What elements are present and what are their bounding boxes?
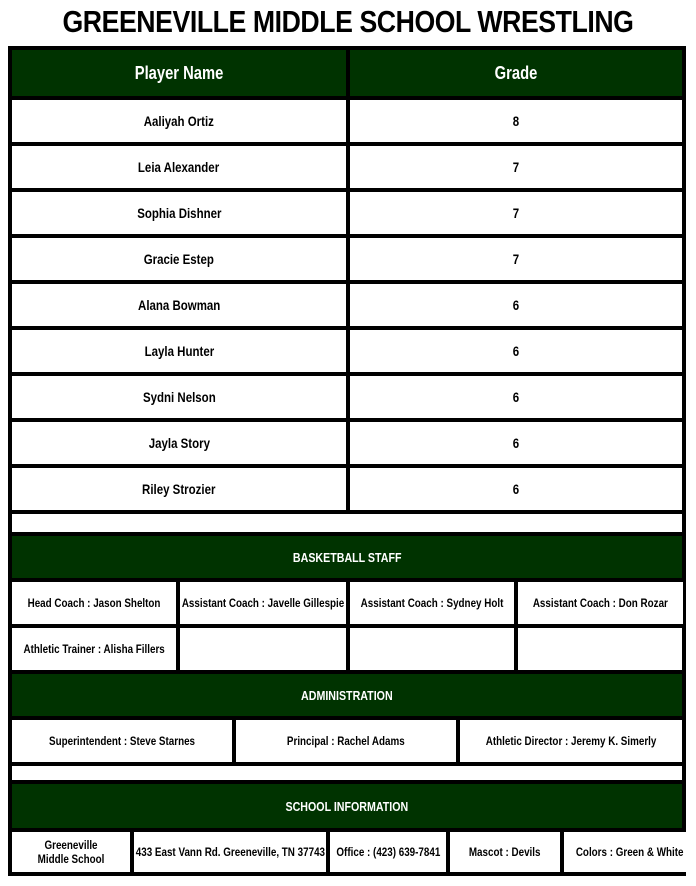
column-header-player-name: Player Name xyxy=(12,50,346,96)
player-name: Jayla Story xyxy=(12,422,346,464)
spacer-row xyxy=(12,514,682,532)
player-row xyxy=(12,238,682,280)
admin-cell: Principal : Rachel Adams xyxy=(236,720,456,762)
player-row xyxy=(12,284,682,326)
player-row xyxy=(12,376,682,418)
player-row xyxy=(12,100,682,142)
column-header-grade: Grade xyxy=(350,50,682,96)
roster-header-row xyxy=(12,50,682,96)
player-grade: 6 xyxy=(350,284,682,326)
player-row xyxy=(12,330,682,372)
page-title: GREENEVILLE MIDDLE SCHOOL WRESTLING xyxy=(62,4,634,39)
section-header-staff: BASKETBALL STAFF xyxy=(12,536,682,578)
phone-cell: Office : (423) 639-7841 xyxy=(330,832,446,872)
administration-row xyxy=(12,720,682,762)
mascot-cell: Mascot : Devils xyxy=(450,832,560,872)
staff-cell: Assistant Coach : Sydney Holt xyxy=(350,582,514,624)
player-grade: 6 xyxy=(350,330,682,372)
player-row xyxy=(12,146,682,188)
empty-cell xyxy=(518,628,682,670)
section-header-school-info: SCHOOL INFORMATION xyxy=(12,784,682,828)
player-grade: 8 xyxy=(350,100,682,142)
player-name: Alana Bowman xyxy=(12,284,346,326)
player-name: Sophia Dishner xyxy=(12,192,346,234)
player-row xyxy=(12,422,682,464)
staff-cell: Athletic Trainer : Alisha Fillers xyxy=(12,628,176,670)
staff-cell: Assistant Coach : Don Rozar xyxy=(518,582,683,624)
player-name: Leia Alexander xyxy=(12,146,346,188)
player-row xyxy=(12,468,682,510)
colors-cell: Colors : Green & White xyxy=(564,832,695,872)
player-name: Aaliyah Ortiz xyxy=(12,100,346,142)
player-grade: 7 xyxy=(350,146,682,188)
section-header-administration: ADMINISTRATION xyxy=(12,674,682,716)
address-cell: 433 East Vann Rd. Greeneville, TN 37743 xyxy=(134,832,326,872)
staff-cell: Head Coach : Jason Shelton xyxy=(12,582,176,624)
empty-cell xyxy=(180,628,346,670)
staff-cell: Assistant Coach : Javelle Gillespie xyxy=(180,582,346,624)
player-grade: 7 xyxy=(350,238,682,280)
admin-cell: Superintendent : Steve Starnes xyxy=(12,720,232,762)
player-grade: 6 xyxy=(350,468,682,510)
staff-row xyxy=(12,628,682,670)
school-info-row xyxy=(12,832,682,872)
spacer-row xyxy=(12,766,682,780)
player-row xyxy=(12,192,682,234)
roster-table xyxy=(8,46,686,876)
player-name: Gracie Estep xyxy=(12,238,346,280)
empty-cell xyxy=(350,628,514,670)
player-name: Sydni Nelson xyxy=(12,376,346,418)
player-name: Layla Hunter xyxy=(12,330,346,372)
player-grade: 6 xyxy=(350,422,682,464)
player-grade: 7 xyxy=(350,192,682,234)
admin-cell: Athletic Director : Jeremy K. Simerly xyxy=(460,720,682,762)
staff-row xyxy=(12,582,682,624)
school-name-cell: Greeneville Middle School xyxy=(12,832,130,872)
player-name: Riley Strozier xyxy=(12,468,346,510)
player-grade: 6 xyxy=(350,376,682,418)
